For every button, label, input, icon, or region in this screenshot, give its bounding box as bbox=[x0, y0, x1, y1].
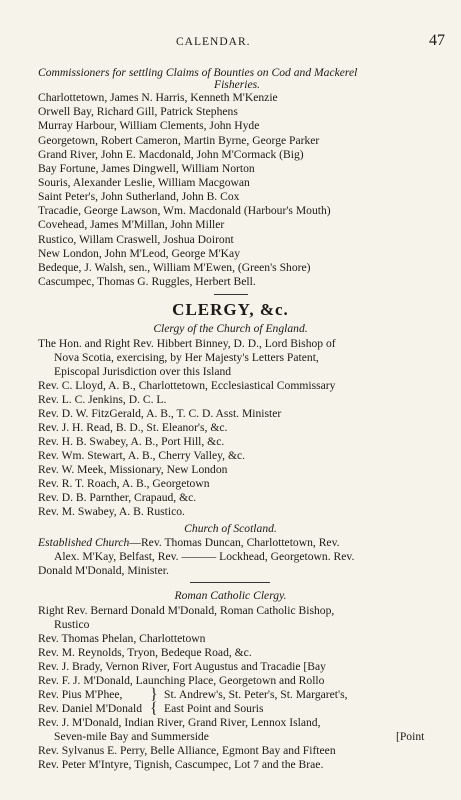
list-item: Bedeque, J. Walsh, sen., William M'Ewen, (Green's Shore) bbox=[38, 261, 311, 274]
list-item: Rev. J. H. Read, B. D., St. Eleanor's, &c. bbox=[38, 421, 228, 434]
brace-close: { bbox=[150, 700, 158, 717]
list-item: Rustico, Willam Craswell, Joshua Doiront bbox=[38, 233, 234, 246]
list-item: Grand River, John E. Macdonald, John M'Cormack (Big) bbox=[38, 148, 304, 161]
list-item: Covehead, James M'Millan, John Miller bbox=[38, 218, 225, 231]
bishop-line: The Hon. and Right Rev. Hibbert Binney, D. D., Lord Bishop of bbox=[38, 337, 336, 350]
commissioners-title: Commissioners for settling Claims of Bounties on Cod and Mackerel bbox=[38, 66, 358, 79]
list-item: Rev. C. Lloyd, A. B., Charlottetown, Ecclesiastical Commissary bbox=[38, 379, 336, 392]
clergy-heading: CLERGY, &c. bbox=[172, 300, 289, 319]
list-item: Rev. Peter M'Intyre, Tignish, Cascumpec, Lot 7 and the Brae. bbox=[38, 758, 324, 771]
section-divider bbox=[190, 582, 270, 583]
list-item: Rev. L. C. Jenkins, D. C. L. bbox=[38, 393, 167, 406]
list-item: Rev. F. J. M'Donald, Launching Place, Georgetown and Rollo bbox=[38, 674, 325, 687]
established-church-label: Established Church bbox=[38, 536, 130, 549]
church-england-title: Clergy of the Church of England. bbox=[153, 322, 308, 335]
list-item: Seven-mile Bay and Summerside bbox=[54, 730, 209, 743]
list-item: Bay Fortune, James Dingwell, William Norton bbox=[38, 162, 255, 175]
list-item: Rev. D. B. Parnther, Crapaud, &c. bbox=[38, 491, 197, 504]
page-header bbox=[0, 34, 461, 54]
list-item: Orwell Bay, Richard Gill, Patrick Stephens bbox=[38, 105, 238, 118]
running-title: CALENDAR. bbox=[176, 36, 251, 48]
list-item: Right Rev. Bernard Donald M'Donald, Roman Catholic Bishop, bbox=[38, 604, 335, 617]
commissioners-title-cont: Fisheries. bbox=[214, 78, 261, 91]
list-item: Rustico bbox=[54, 618, 90, 631]
list-item: Rev. J. Brady, Vernon River, Fort Augustus and Tracadie [Bay bbox=[38, 660, 326, 673]
list-item: Rev. M. Reynolds, Tryon, Bedeque Road, &c. bbox=[38, 646, 252, 659]
scotland-line: Alex. M'Kay, Belfast, Rev. ——— Lockhead, Georgetown. Rev. bbox=[54, 550, 355, 563]
list-item: St. Andrew's, St. Peter's, St. Margaret's, bbox=[164, 688, 348, 701]
list-item: Rev. Wm. Stewart, A. B., Cherry Valley, &c. bbox=[38, 449, 246, 462]
section-divider bbox=[214, 294, 248, 295]
list-item: Rev. Sylvanus E. Perry, Belle Alliance, Egmont Bay and Fifteen bbox=[38, 744, 336, 757]
scotland-line: Donald M'Donald, Minister. bbox=[38, 564, 169, 577]
list-item: Cascumpec, Thomas G. Ruggles, Herbert Bell. bbox=[38, 275, 256, 288]
list-item: Murray Harbour, William Clements, John Hyde bbox=[38, 119, 260, 132]
list-item: Charlottetown, James N. Harris, Kenneth M'Kenzie bbox=[38, 91, 278, 104]
brace-open: } bbox=[150, 686, 158, 703]
list-item: East Point and Souris bbox=[164, 702, 264, 715]
roman-catholic-title: Roman Catholic Clergy. bbox=[174, 589, 287, 602]
list-item: Rev. W. Meek, Missionary, New London bbox=[38, 463, 228, 476]
scotland-line-rest: —Rev. Thomas Duncan, Charlottetown, Rev. bbox=[129, 536, 340, 549]
list-item: Rev. Thomas Phelan, Charlottetown bbox=[38, 632, 206, 645]
list-item: Rev. Daniel M'Donald bbox=[38, 702, 143, 715]
list-item: Georgetown, Robert Cameron, Martin Byrne, George Parker bbox=[38, 134, 320, 147]
church-scotland-title: Church of Scotland. bbox=[184, 522, 277, 535]
list-item: Souris, Alexander Leslie, William Macgowan bbox=[38, 176, 250, 189]
bishop-line: Episcopal Jurisdiction over this Island bbox=[54, 365, 232, 378]
bishop-line: Nova Scotia, exercising, by Her Majesty's Letters Patent, bbox=[54, 351, 319, 364]
page-number: 47 bbox=[429, 32, 445, 49]
list-item: Rev. D. W. FitzGerald, A. B., T. C. D. Asst. Minister bbox=[38, 407, 282, 420]
list-item: Rev. H. B. Swabey, A. B., Port Hill, &c. bbox=[38, 435, 225, 448]
list-item: Rev. J. M'Donald, Indian River, Grand River, Lennox Island, bbox=[38, 716, 321, 729]
list-item: [Point bbox=[396, 730, 425, 743]
list-item: Tracadie, George Lawson, Wm. Macdonald (Harbour's Mouth) bbox=[38, 204, 331, 217]
list-item: Saint Peter's, John Sutherland, John B. Cox bbox=[38, 190, 240, 203]
scotland-line bbox=[38, 536, 340, 550]
list-item: Rev. Pius M'Phee, bbox=[38, 688, 123, 701]
list-item: New London, John M'Leod, George M'Kay bbox=[38, 247, 240, 260]
list-item: Rev. R. T. Roach, A. B., Georgetown bbox=[38, 477, 210, 490]
list-item: Rev. M. Swabey, A. B. Rustico. bbox=[38, 505, 185, 518]
